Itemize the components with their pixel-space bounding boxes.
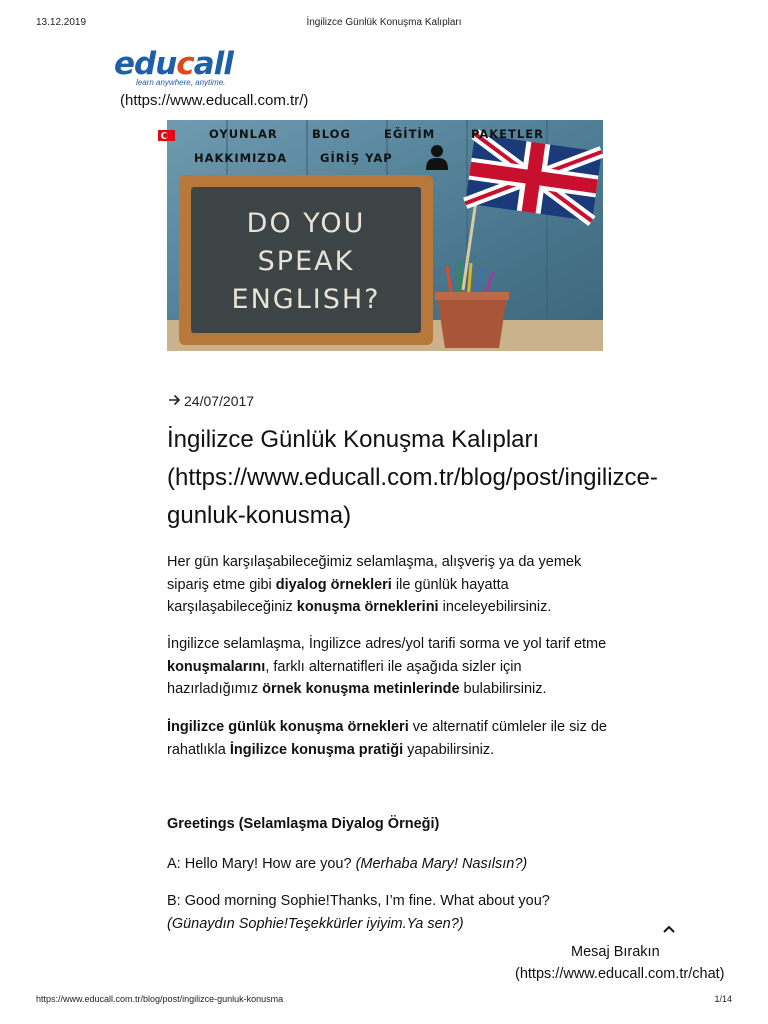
chevron-up-icon[interactable] — [662, 924, 676, 934]
chat-url[interactable]: (https://www.educall.com.tr/chat) — [515, 966, 725, 982]
post-title-url-1[interactable]: (https://www.educall.com.tr/blog/post/ingilizce- — [167, 464, 658, 491]
educall-logo[interactable] — [114, 46, 254, 96]
dialog-heading: Greetings (Selamlaşma Diyalog Örneği) — [167, 816, 440, 832]
chat-label[interactable]: Mesaj Bırakın — [571, 944, 660, 960]
print-header — [0, 17, 768, 31]
nav-paketler[interactable]: PAKETLER — [471, 127, 544, 141]
nav-giris-yap[interactable]: GİRİŞ YAP — [320, 151, 393, 165]
dialog-line-b: B: Good morning Sophie!Thanks, I’m fine. What about you? — [167, 893, 550, 909]
nav-blog[interactable]: BLOG — [312, 127, 351, 141]
post-title-text[interactable]: İngilizce Günlük Konuşma Kalıpları — [167, 426, 540, 453]
logo-wordmark: educall — [114, 46, 233, 82]
post-title[interactable] — [167, 421, 747, 535]
dialog-line-a: A: Hello Mary! How are you? (Merhaba Mary! Nasılsın?) — [167, 856, 528, 872]
post-date — [168, 393, 254, 409]
nav-oyunlar[interactable]: OYUNLAR — [209, 127, 278, 141]
intro-paragraph-1: Her gün karşılaşabileceğimiz selamlaşma, alışveriş ya da yemek sipariş etme gibi diyalog örnekleri ile günlük hayatta karşılaşabileceğiniz konuşma örneklerini inceleyebilirsiniz. — [167, 554, 582, 615]
logo-link-url[interactable]: (https://www.educall.com.tr/) — [120, 92, 309, 109]
turkish-flag-icon[interactable] — [158, 130, 175, 141]
post-title-url-2[interactable]: gunluk-konusma) — [167, 502, 352, 529]
chalkboard-line-2: SPEAK — [257, 246, 355, 277]
user-icon[interactable] — [426, 144, 448, 170]
chalkboard-line-1: DO YOU — [246, 208, 366, 239]
intro-paragraph-2: İngilizce selamlaşma, İngilizce adres/yol tarifi sorma ve yol tarif etme konuşmalarını, farklı alternatifleri ile aşağıda sizler için hazırladığımız örnek konuşma metinlerinde bulabilirsiniz. — [167, 636, 607, 697]
dialog-line-b-translation: (Günaydın Sophie!Teşekkürler iyiyim.Ya sen?) — [167, 916, 464, 932]
post-date-text: 24/07/2017 — [184, 393, 255, 409]
print-date: 13.12.2019 — [36, 17, 87, 28]
logo-tagline: learn anywhere, anytime. — [136, 78, 226, 87]
intro-paragraph-3: İngilizce günlük konuşma örnekleri ve alternatif cümleler ile siz de rahatlıkla İngilizce konuşma pratiği yapabilirsiniz. — [167, 719, 607, 758]
print-footer-url: https://www.educall.com.tr/blog/post/ingilizce-gunluk-konusma — [36, 994, 284, 1004]
print-footer-page: 1/14 — [714, 994, 732, 1004]
nav-hakkimizda[interactable]: HAKKIMIZDA — [194, 151, 288, 165]
chalkboard-line-3: ENGLISH? — [231, 284, 381, 315]
print-title: İngilizce Günlük Konuşma Kalıpları — [306, 17, 462, 28]
nav-egitim[interactable]: EĞİTİM — [384, 127, 436, 141]
arrow-right-icon — [168, 393, 184, 409]
